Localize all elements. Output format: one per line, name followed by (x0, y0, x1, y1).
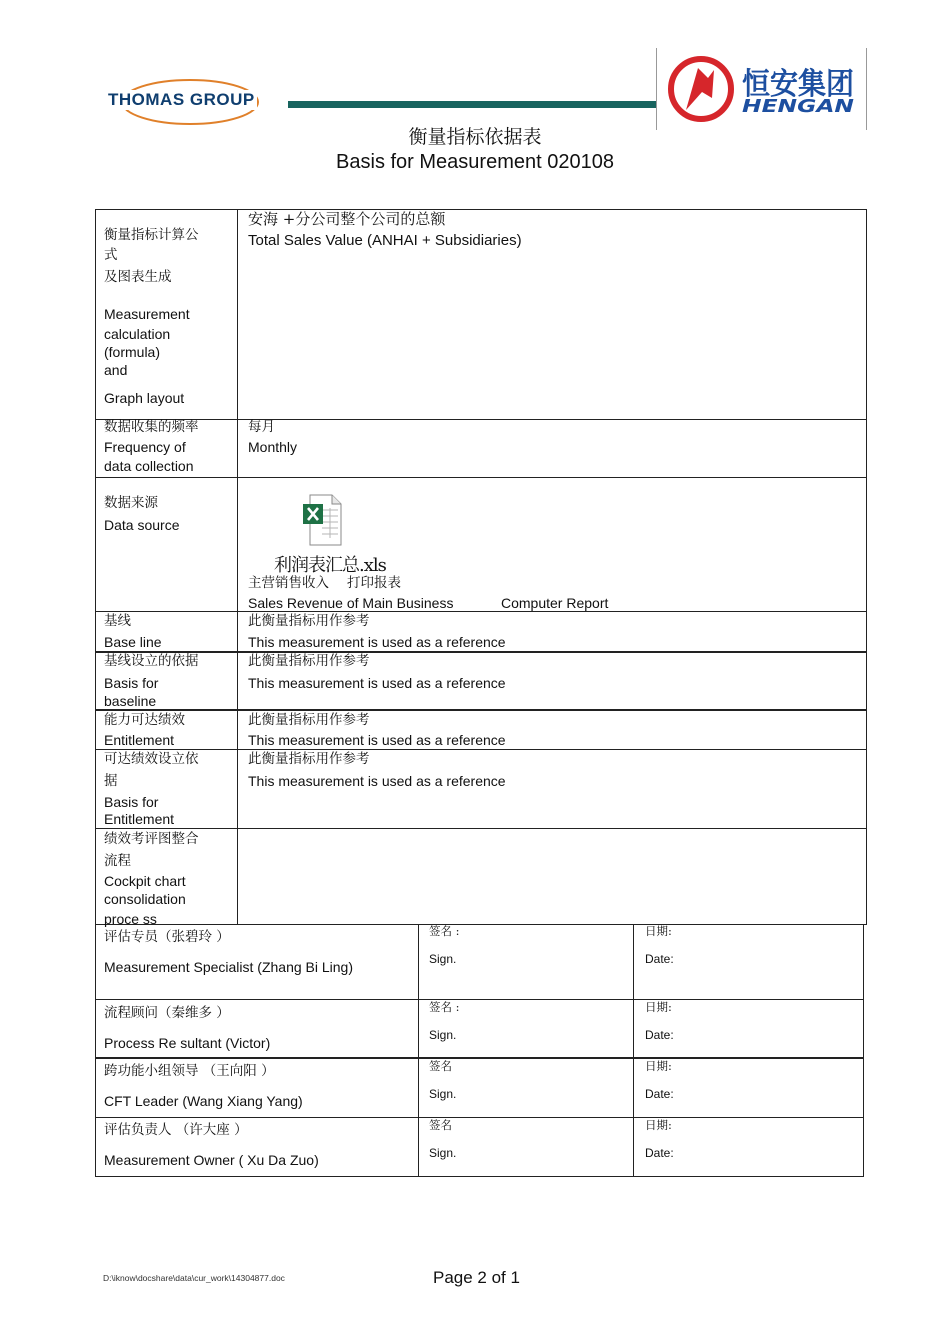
date-label-cn: 日期: (645, 1059, 672, 1073)
baseline-basis-label-cn: 基线设立的依据 (104, 653, 199, 669)
entitlement-label-cn: 能力可达绩效 (104, 712, 185, 728)
signoff-role-cn: 流程顾问（秦维多 ） (104, 1005, 230, 1021)
entitlement-value-en: This measurement is used as a reference (248, 732, 506, 748)
sign-label-en: Sign. (429, 1028, 457, 1042)
signoff-role-cn: 评估专员（张碧玲 ） (104, 929, 230, 945)
sign-label-en: Sign. (429, 952, 457, 966)
frequency-label-cn: 数据收集的频率 (104, 419, 199, 435)
formula-label-cn-3: 及图表生成 (104, 269, 172, 285)
formula-label-en-5: Graph layout (104, 390, 185, 406)
entitlement-value-cn: 此衡量指标用作参考 (248, 712, 370, 728)
date-label-en: Date: (645, 952, 674, 966)
source-label-cn: 数据来源 (104, 495, 158, 511)
hengan-logo (656, 48, 868, 130)
formula-label-en-2: calculation (104, 326, 171, 342)
date-label-cn: 日期: (645, 1000, 672, 1014)
baseline-basis-label-en-1: Basis for (104, 675, 159, 691)
signoff-role-en: CFT Leader (Wang Xiang Yang) (104, 1093, 303, 1109)
signoff-role-en: Measurement Specialist (Zhang Bi Ling) (104, 959, 354, 975)
source-value-en-2: Computer Report (501, 595, 609, 611)
baseline-label-en: Base line (104, 634, 162, 650)
excel-file-name[interactable]: 利润表汇总.xls (274, 555, 386, 576)
source-value-en-1: Sales Revenue of Main Business (248, 595, 454, 611)
thomas-group-logo: THOMAS GROUP (108, 90, 255, 109)
entitlement-basis-label-cn-2: 据 (104, 773, 118, 789)
frequency-value-cn: 每月 (248, 419, 275, 435)
baseline-value-cn: 此衡量指标用作参考 (248, 613, 370, 629)
formula-label-en-4: and (104, 362, 128, 378)
date-label-en: Date: (645, 1146, 674, 1160)
entitlement-basis-label-en-1: Basis for (104, 794, 159, 810)
sign-label-en: Sign. (429, 1146, 457, 1160)
sign-label-cn: 签名 (429, 1118, 452, 1132)
footer-file-path: D:\iknow\docshare\data\cur_work\14304877.doc (103, 1273, 285, 1283)
signoff-role-cn: 跨功能小组领导 （王向阳 ） (104, 1063, 275, 1079)
baseline-label-cn: 基线 (104, 613, 131, 629)
cockpit-label-cn-2: 流程 (104, 853, 131, 869)
entitlement-basis-value-cn: 此衡量指标用作参考 (248, 751, 370, 767)
date-label-en: Date: (645, 1087, 674, 1101)
excel-file-icon[interactable] (302, 494, 342, 546)
sign-label-cn: 签名 : (429, 1000, 460, 1014)
cockpit-label-en-1: Cockpit chart (104, 873, 186, 889)
baseline-basis-label-en-2: baseline (104, 693, 157, 709)
entitlement-basis-label-en-2: Entitlement (104, 811, 175, 827)
hengan-logo-cn: 恒安集团 (742, 67, 854, 102)
header-divider-bar (288, 101, 656, 108)
date-label-en: Date: (645, 1028, 674, 1042)
entitlement-basis-value-en: This measurement is used as a reference (248, 773, 506, 789)
frequency-label-en-2: data collection (104, 458, 194, 474)
cockpit-label-cn-1: 绩效考评图整合 (104, 831, 199, 847)
source-value-cn-1: 主营销售收入 (248, 575, 329, 591)
date-label-cn: 日期: (645, 924, 672, 938)
hengan-logo-en: HENGAN (742, 96, 854, 117)
formula-label-en-3: (formula) (104, 344, 161, 360)
cockpit-label-en-3: proce ss (104, 911, 157, 927)
signoff-role-en: Measurement Owner ( Xu Da Zuo) (104, 1152, 319, 1168)
formula-value-cn: 安海 +分公司整个公司的总额 (248, 210, 446, 228)
sign-label-cn: 签名 (429, 1059, 452, 1073)
formula-label-cn-1: 衡量指标计算公 (104, 227, 199, 243)
signoff-role-cn: 评估负责人 （许大座 ） (104, 1122, 248, 1138)
entitlement-basis-label-cn-1: 可达绩效设立依 (104, 751, 199, 767)
signoff-role-en: Process Re sultant (Victor) (104, 1035, 271, 1051)
cockpit-label-en-2: consolidation (104, 891, 186, 907)
sign-label-en: Sign. (429, 1087, 457, 1101)
formula-label-en-1: Measurement (104, 306, 190, 322)
baseline-basis-value-en: This measurement is used as a reference (248, 675, 506, 691)
date-label-cn: 日期: (645, 1118, 672, 1132)
page-title-cn: 衡量指标依据表 (408, 126, 542, 148)
source-value-cn-2: 打印报表 (347, 575, 401, 591)
frequency-label-en-1: Frequency of (104, 439, 186, 455)
source-label-en: Data source (104, 517, 180, 533)
baseline-basis-value-cn: 此衡量指标用作参考 (248, 653, 370, 669)
footer-page-number: Page 2 of 1 (433, 1268, 520, 1287)
formula-label-cn-2: 式 (104, 247, 118, 263)
entitlement-label-en: Entitlement (104, 732, 175, 748)
baseline-value-en: This measurement is used as a reference (248, 634, 506, 650)
page-title-en: Basis for Measurement 020108 (336, 151, 614, 173)
frequency-value-en: Monthly (248, 439, 298, 455)
sign-label-cn: 签名 : (429, 924, 460, 938)
formula-value-en: Total Sales Value (ANHAI + Subsidiaries) (248, 232, 522, 249)
